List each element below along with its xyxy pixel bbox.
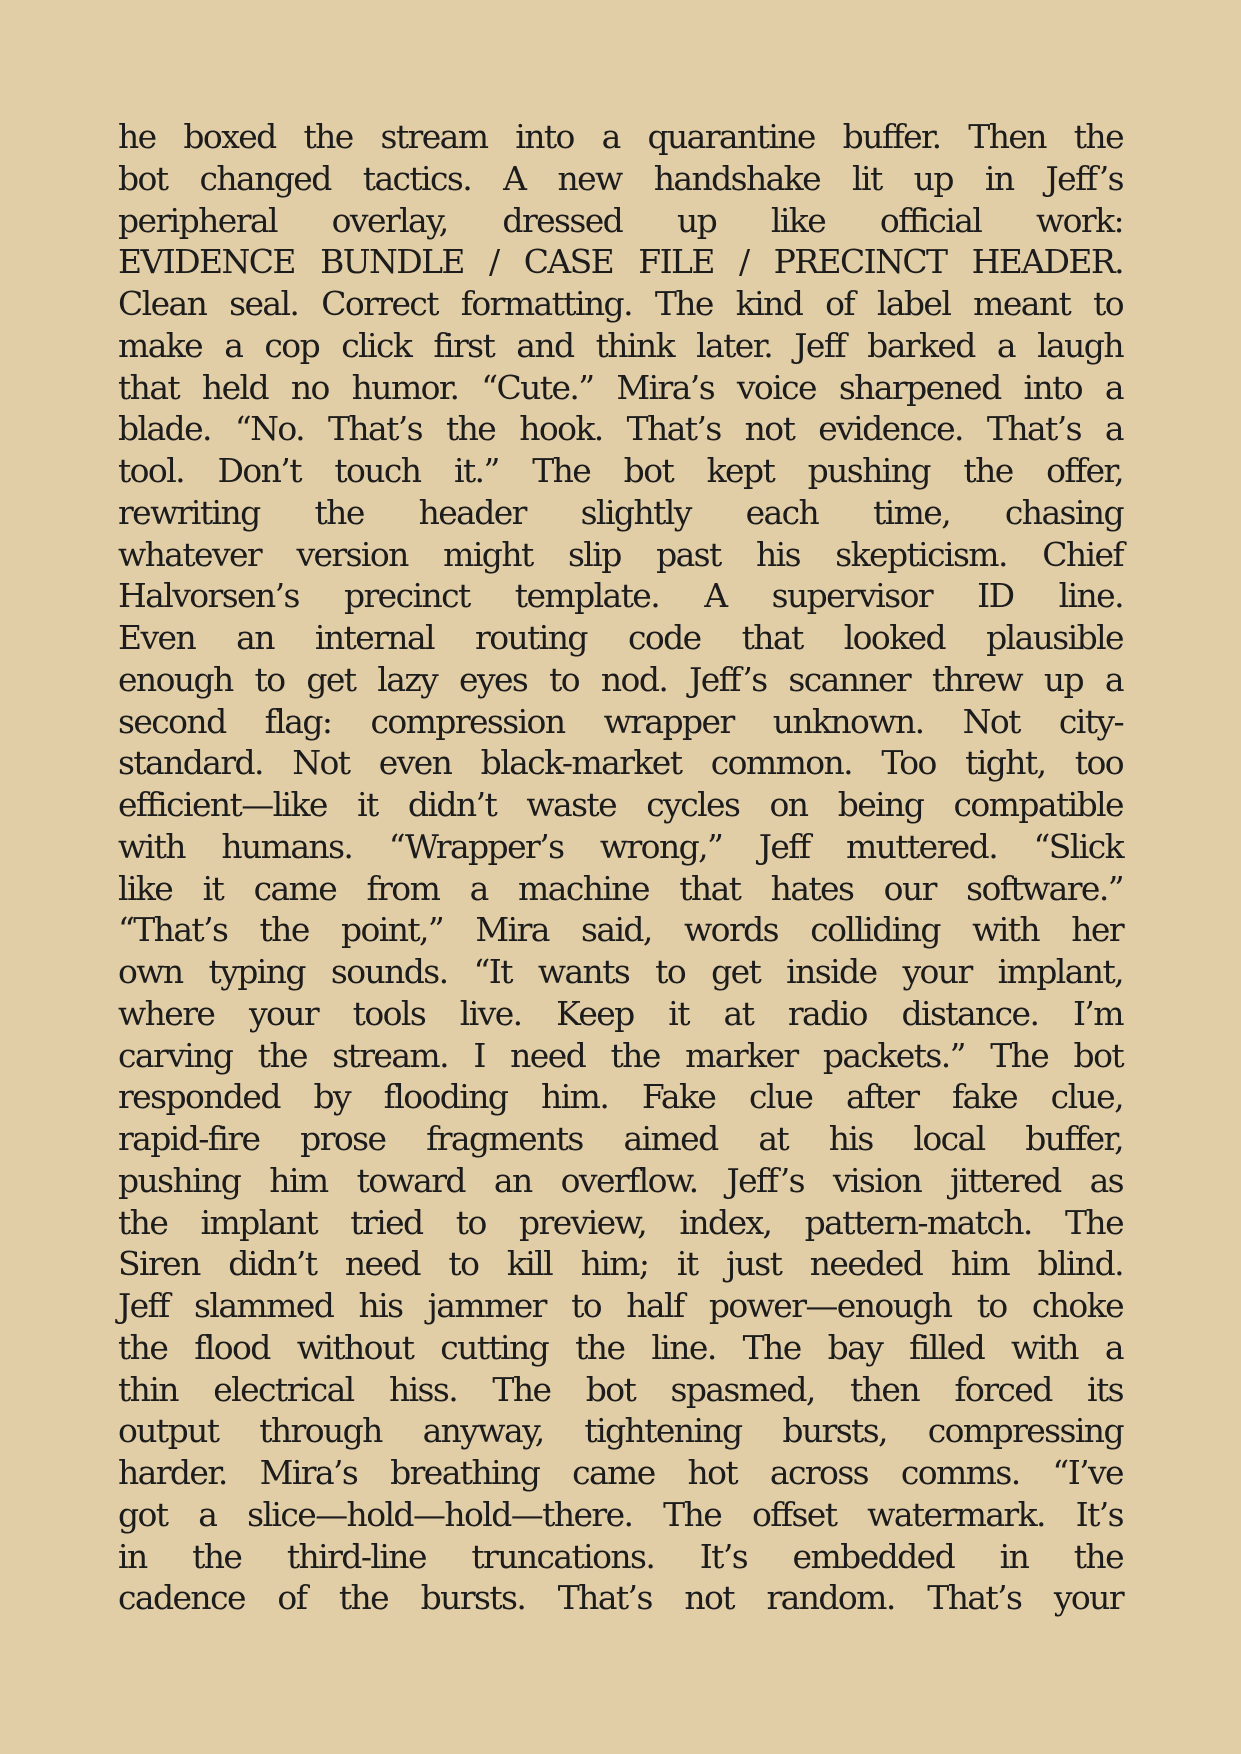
text-line-16: standard. Not even black-market common. Too tight, too xyxy=(118,743,1123,783)
text-line-17: efficient—like it didn’t waste cycles on being compatible xyxy=(118,785,1123,824)
text-line-35: in the third-line truncations. It’s embedded in the xyxy=(118,1536,1123,1576)
text-line-8: blade. “No. That’s the hook. That’s not evidence. That’s a xyxy=(118,409,1123,449)
text-line-24: responded by flooding him. Fake clue after fake clue, xyxy=(118,1077,1123,1117)
text-line-32: output through anyway, tightening bursts, compressing xyxy=(118,1411,1123,1451)
text-line-7: that held no humor. “Cute.” Mira’s voice sharpened into a xyxy=(118,367,1123,407)
text-line-6: make a cop click first and think later. Jeff barked a laugh xyxy=(118,325,1123,365)
page-body xyxy=(118,116,1123,1619)
text-line-33: harder. Mira’s breathing came hot across comms. “I’ve xyxy=(118,1453,1123,1492)
text-line-14: enough to get lazy eyes to nod. Jeff’s scanner threw up a xyxy=(118,659,1123,699)
text-line-19: like it came from a machine that hates our software.” xyxy=(118,868,1123,908)
text-line-4: EVIDENCE BUNDLE / CASE FILE / PRECINCT HEADER. xyxy=(118,242,1123,282)
text-line-34: got a slice—hold—hold—there. The offset watermark. It’s xyxy=(118,1494,1123,1534)
text-line-23: carving the stream. I need the marker packets.” The bot xyxy=(118,1035,1123,1075)
text-line-36: cadence of the bursts. That’s not random. That’s your xyxy=(118,1578,1123,1618)
text-line-10: rewriting the header slightly each time, chasing xyxy=(118,492,1123,532)
text-line-15: second flag: compression wrapper unknown. Not city- xyxy=(118,701,1123,741)
text-line-2: bot changed tactics. A new handshake lit up in Jeff’s xyxy=(118,158,1123,198)
text-line-27: the implant tried to preview, index, pattern-match. The xyxy=(118,1202,1123,1242)
text-line-5: Clean seal. Correct formatting. The kind of label meant to xyxy=(118,284,1123,323)
text-line-26: pushing him toward an overflow. Jeff’s vision jittered as xyxy=(118,1160,1123,1200)
text-line-11: whatever version might slip past his skepticism. Chief xyxy=(118,534,1123,574)
text-line-12: Halvorsen’s precinct template. A supervisor ID line. xyxy=(118,576,1123,616)
text-line-18: with humans. “Wrapper’s wrong,” Jeff muttered. “Slick xyxy=(118,826,1123,866)
text-line-29: Jeff slammed his jammer to half power—enough to choke xyxy=(118,1286,1123,1325)
text-line-1: he boxed the stream into a quarantine buffer. Then the xyxy=(118,117,1123,156)
text-line-31: thin electrical hiss. The bot spasmed, then forced its xyxy=(118,1369,1123,1409)
text-line-20: “That’s the point,” Mira said, words colliding with her xyxy=(118,910,1123,950)
text-line-3: peripheral overlay, dressed up like official work: xyxy=(118,200,1123,240)
text-line-21: own typing sounds. “It wants to get inside your implant, xyxy=(118,952,1123,991)
text-line-25: rapid-fire prose fragments aimed at his local buffer, xyxy=(118,1119,1123,1158)
text-line-9: tool. Don’t touch it.” The bot kept pushing the offer, xyxy=(118,451,1123,490)
text-line-30: the flood without cutting the line. The bay filled with a xyxy=(118,1327,1123,1367)
text-line-28: Siren didn’t need to kill him; it just needed him blind. xyxy=(118,1244,1123,1284)
text-line-13: Even an internal routing code that looked plausible xyxy=(118,618,1123,657)
text-line-22: where your tools live. Keep it at radio distance. I’m xyxy=(118,993,1123,1033)
